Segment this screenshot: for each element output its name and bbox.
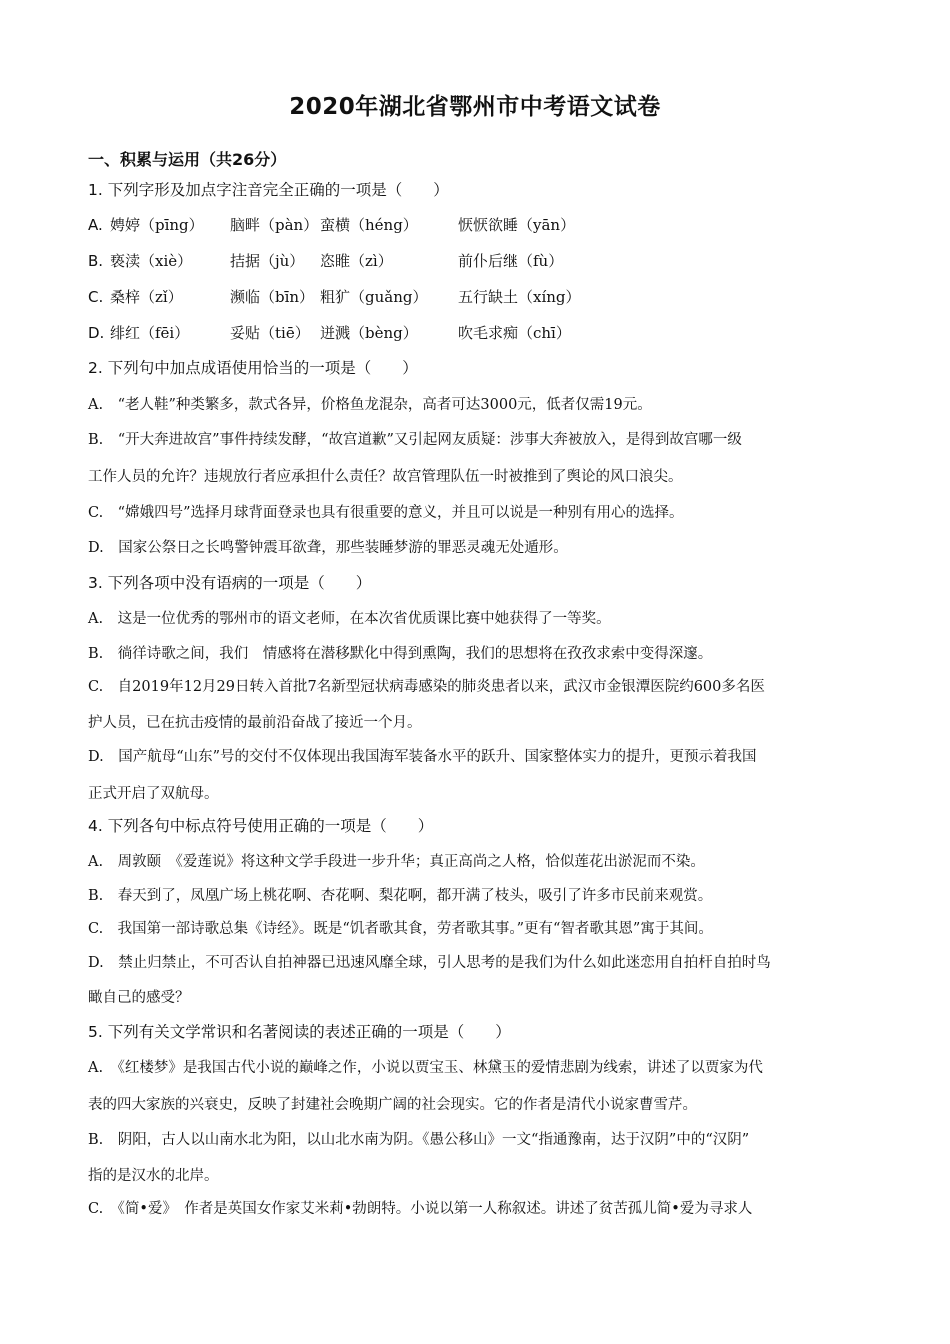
- section-heading: 一、积累与运用（共26分）: [88, 150, 287, 169]
- q1-option-b: [88, 252, 564, 270]
- option-word: 恹恹欲睡（yān）: [458, 216, 576, 234]
- option-label: A.: [88, 216, 103, 234]
- q1-stem: 1. 下列字形及加点字注音完全正确的一项是（ ）: [88, 181, 449, 199]
- q2-option-a: A. “老人鞋”种类繁多，款式各异，价格鱼龙混杂，高者可达3000元，低者仅需19元。: [88, 397, 652, 413]
- option-word: 粗犷（guǎng）: [320, 288, 428, 306]
- q4-option-d: D. 禁止归禁止，不可否认自拍神器已迅速风靡全球，引人思考的是我们为什么如此迷恋用自拍杆自拍时鸟: [88, 955, 771, 971]
- q5-stem: 5. 下列有关文学常识和名著阅读的表述正确的一项是（ ）: [88, 1023, 511, 1041]
- q5-option-a-cont: 表的四大家族的兴衰史，反映了封建社会晚期广阔的社会现实。它的作者是清代小说家曹雪芹。: [88, 1097, 697, 1113]
- option-word: 迸溅（bèng）: [320, 324, 418, 342]
- q2-option-c: C. “嫦娥四号”选择月球背面登录也具有很重要的意义，并且可以说是一种别有用心的选择。: [88, 505, 684, 521]
- option-word: 亵渎（xiè）: [110, 252, 193, 270]
- q3-option-d-cont: 正式开启了双航母。: [88, 786, 219, 802]
- q2-option-b-cont: 工作人员的允许？违规放行者应承担什么责任？故宫管理队伍一时被推到了舆论的风口浪尖。: [88, 469, 683, 485]
- option-word: 前仆后继（fù）: [458, 252, 564, 270]
- option-label: C.: [88, 288, 104, 306]
- q2-option-d: D. 国家公祭日之长鸣警钟震耳欲聋，那些装睡梦游的罪恶灵魂无处遁形。: [88, 540, 568, 556]
- option-word: 绯红（fēi）: [110, 324, 190, 342]
- q3-option-d: D. 国产航母“山东”号的交付不仅体现出我国海军装备水平的跃升、国家整体实力的提升，更预示着我国: [88, 749, 757, 765]
- q4-option-d-cont: 瞰自己的感受？: [88, 990, 190, 1006]
- option-word: 拮据（jù）: [230, 252, 305, 270]
- q3-stem: 3. 下列各项中没有语病的一项是（ ）: [88, 574, 372, 592]
- q3-option-b: B. 徜徉诗歌之间，我们 情感将在潜移默化中得到熏陶，我们的思想将在孜孜求索中变得深邃。: [88, 646, 713, 662]
- q4-option-c: C. 我国第一部诗歌总集《诗经》。既是“饥者歌其食，劳者歌其事。”更有“智者歌其恩”寓于其间。: [88, 921, 713, 937]
- q1-option-a: [88, 216, 576, 234]
- q4-option-a: A. 周敦颐 《爱莲说》将这种文学手段进一步升华；真正高尚之人格，恰似莲花出淤泥而不染。: [88, 854, 705, 870]
- q4-stem: 4. 下列各句中标点符号使用正确的一项是（ ）: [88, 817, 434, 835]
- q5-option-b: B. 阴阳，古人以山南水北为阳，以山北水南为阴。《愚公移山》一文“指通豫南，达于汉阴”中的“汉阴”: [88, 1132, 750, 1148]
- option-word: 吹毛求痴（chī）: [458, 324, 571, 342]
- option-word: 濒临（bīn）: [230, 288, 315, 306]
- option-word: 恣睢（zì）: [320, 252, 393, 270]
- option-word: 娉婷（pīng）: [110, 216, 204, 234]
- option-word: 桑梓（zǐ）: [110, 288, 183, 306]
- q3-option-a: A. 这是一位优秀的鄂州市的语文老师，在本次省优质课比赛中她获得了一等奖。: [88, 611, 611, 627]
- page-title: 2020年湖北省鄂州市中考语文试卷: [289, 94, 661, 120]
- option-word: 脑畔（pàn）: [230, 216, 319, 234]
- q4-option-b: B. 春天到了，凤凰广场上桃花啊、杏花啊、梨花啊，都开满了枝头，吸引了许多市民前来观赏。: [88, 888, 713, 904]
- option-label: D.: [88, 324, 105, 342]
- q5-option-b-cont: 指的是汉水的北岸。: [88, 1168, 219, 1184]
- q3-option-c: C. 自2019年12月29日转入首批7名新型冠状病毒感染的肺炎患者以来，武汉市金银潭医院约600多名医: [88, 679, 765, 695]
- q1-option-d: [88, 324, 571, 342]
- q5-option-c: C. 《简•爱》 作者是英国女作家艾米莉•勃朗特。小说以第一人称叙述。讲述了贫苦孤儿简•爱为寻求人: [88, 1201, 753, 1217]
- option-label: B.: [88, 252, 104, 270]
- option-word: 蛮横（héng）: [320, 216, 418, 234]
- q2-stem: 2. 下列句中加点成语使用恰当的一项是（ ）: [88, 359, 418, 377]
- q5-option-a: A. 《红楼梦》是我国古代小说的巅峰之作，小说以贾宝玉、林黛玉的爱情悲剧为线索，讲述了以贾家为代: [88, 1060, 763, 1076]
- option-word: 五行缺土（xíng）: [458, 288, 581, 306]
- q2-option-b: B. “开大奔进故宫”事件持续发酵，“故宫道歉”又引起网友质疑：涉事大奔被放入，是得到故宫哪一级: [88, 432, 742, 448]
- q1-option-c: [88, 288, 581, 306]
- option-word: 妥贴（tiē）: [230, 324, 310, 342]
- q3-option-c-cont: 护人员，已在抗击疫情的最前沿奋战了接近一个月。: [88, 715, 422, 731]
